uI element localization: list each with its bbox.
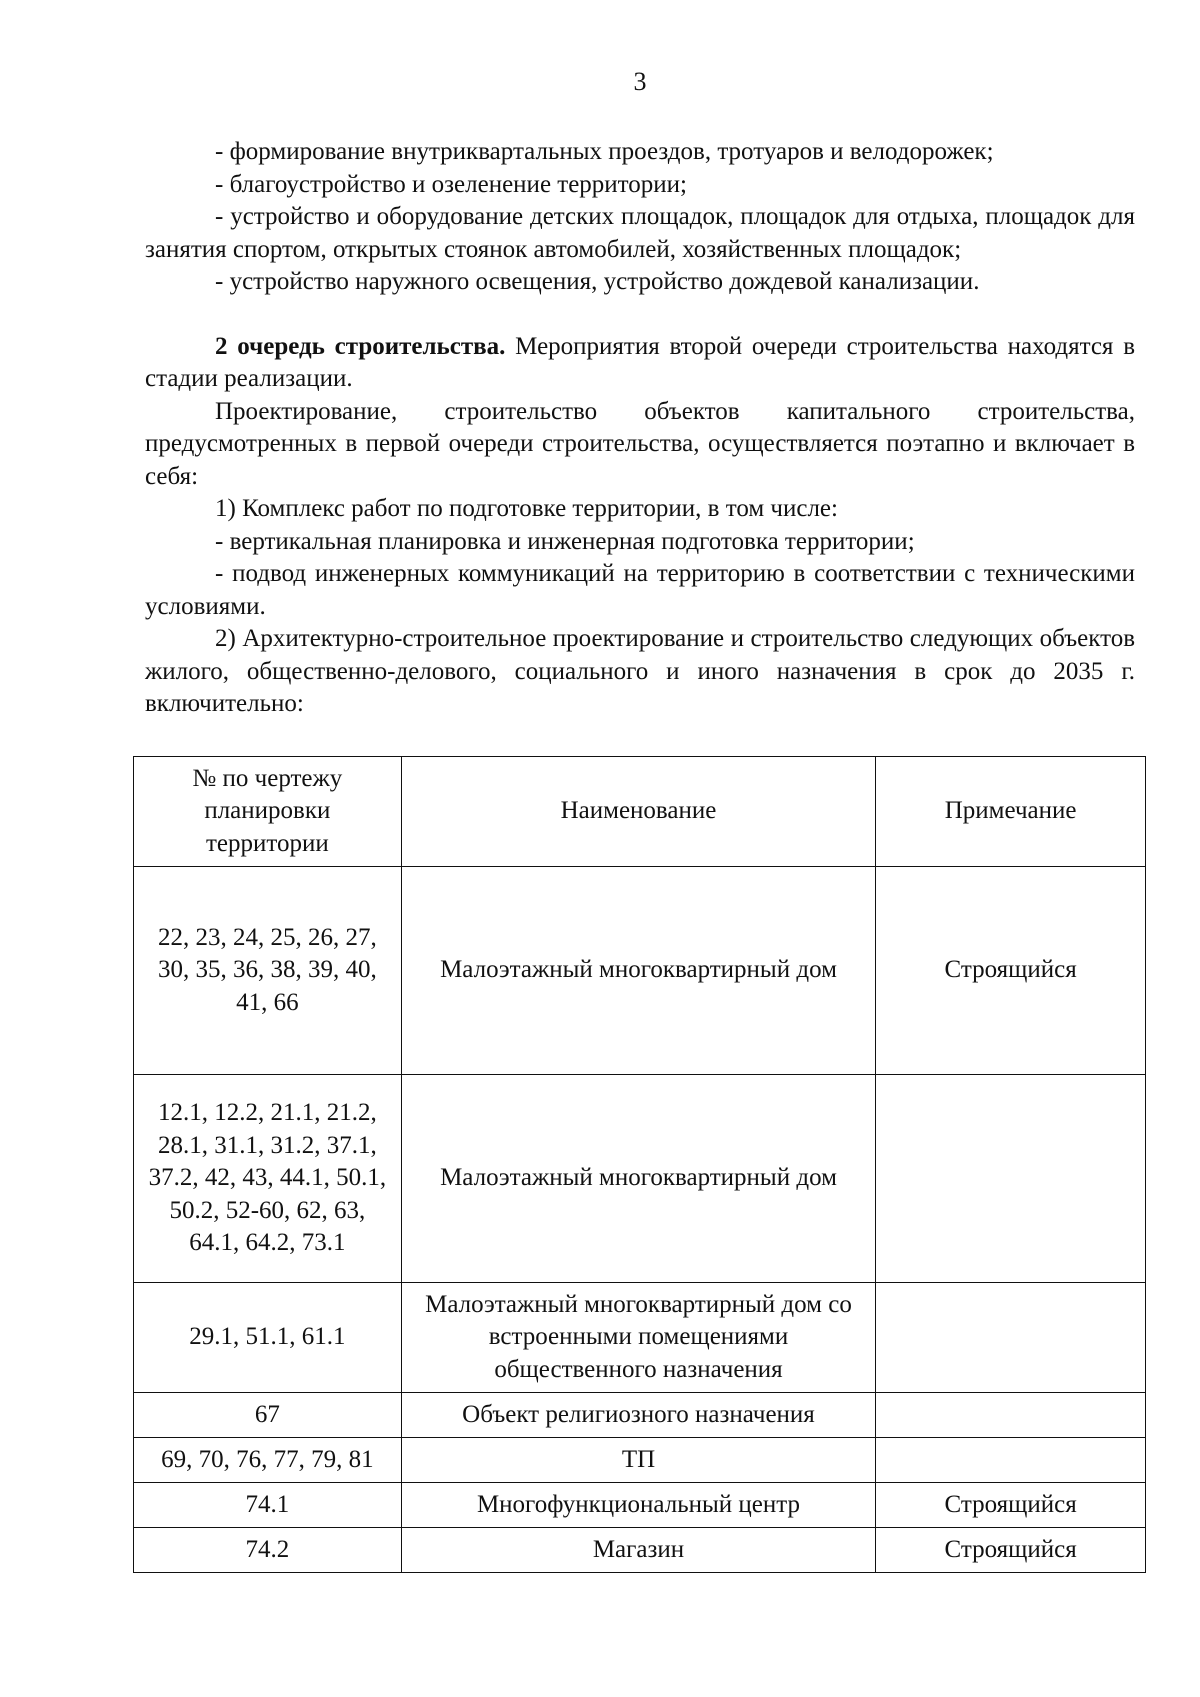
cell-name: Малоэтажный многоквартирный дом со встроенными помещениями общественного назначения (401, 1283, 876, 1393)
cell-number: 74.1 (134, 1483, 402, 1528)
cell-name: Малоэтажный многоквартирный дом (401, 867, 876, 1075)
paragraph-list-item: 1) Комплекс работ по подготовке территории, в том числе: (215, 495, 838, 522)
cell-number: 29.1, 51.1, 61.1 (134, 1283, 402, 1393)
column-header-number: № по чертежу планировки территории (134, 757, 402, 867)
paragraph-spacer (145, 299, 1135, 331)
cell-note (876, 1283, 1146, 1393)
section-2-text: Мероприятия второй очереди строительства находятся в стадии реализации. (145, 332, 1136, 392)
table-row (134, 1483, 1146, 1528)
cell-number: 74.2 (134, 1528, 402, 1573)
cell-name: Многофункциональный центр (401, 1483, 876, 1528)
cell-number: 69, 70, 76, 77, 79, 81 (134, 1438, 402, 1483)
section-2-intro (145, 331, 1135, 396)
table-row (134, 1393, 1146, 1438)
cell-number: 67 (134, 1393, 402, 1438)
cell-note: Строящийся (876, 1483, 1146, 1528)
paragraph-bullet: - устройство наружного освещения, устройство дождевой канализации. (215, 268, 980, 295)
paragraph-list-item: 2) Архитектурно-строительное проектирование и строительство следующих объектов жилого, общественно-делового, социального и иного назначения в срок до 2035 г. включительно: (145, 625, 1135, 717)
table-row (134, 1438, 1146, 1483)
cell-name: ТП (401, 1438, 876, 1483)
column-header-note: Примечание (876, 757, 1146, 867)
document-body (145, 136, 1135, 721)
table-row (134, 1283, 1146, 1393)
objects-table (133, 756, 1146, 1573)
cell-note (876, 1075, 1146, 1283)
cell-note: Строящийся (876, 867, 1146, 1075)
cell-name: Малоэтажный многоквартирный дом (401, 1075, 876, 1283)
table-row (134, 1075, 1146, 1283)
cell-number: 12.1, 12.2, 21.1, 21.2, 28.1, 31.1, 31.2, 37.1, 37.2, 42, 43, 44.1, 50.1, 50.2, 52-60, 62, 63, 64.1, 64.2, 73.1 (134, 1075, 402, 1283)
table-row (134, 867, 1146, 1075)
section-2-heading: 2 очередь строительства. (215, 332, 506, 360)
cell-note: Строящийся (876, 1528, 1146, 1573)
page-number: 3 (633, 67, 647, 96)
cell-note (876, 1438, 1146, 1483)
cell-number: 22, 23, 24, 25, 26, 27, 30, 35, 36, 38, 39, 40, 41, 66 (134, 867, 402, 1075)
cell-note (876, 1393, 1146, 1438)
paragraph-bullet: - благоустройство и озеленение территории; (215, 170, 687, 198)
column-header-name: Наименование (401, 757, 876, 867)
paragraph-bullet: - устройство и оборудование детских площадок, площадок для отдыха, площадок для занятия спортом, открытых стоянок автомобилей, хозяйственных площадок; (145, 203, 1135, 263)
paragraph: Проектирование, строительство объектов капитального строительства, предусмотренных в первой очереди строительства, осуществляется поэтапно и включает в себя: (145, 397, 1135, 490)
paragraph-bullet: - подвод инженерных коммуникаций на территорию в соответствии с техническими условиями. (145, 560, 1135, 620)
table-header-row (134, 757, 1146, 867)
paragraph-bullet: - формирование внутриквартальных проездов, тротуаров и велодорожек; (215, 138, 994, 165)
cell-name: Магазин (401, 1528, 876, 1573)
cell-name: Объект религиозного назначения (401, 1393, 876, 1438)
table-row (134, 1528, 1146, 1573)
paragraph-bullet: - вертикальная планировка и инженерная подготовка территории; (215, 527, 915, 555)
